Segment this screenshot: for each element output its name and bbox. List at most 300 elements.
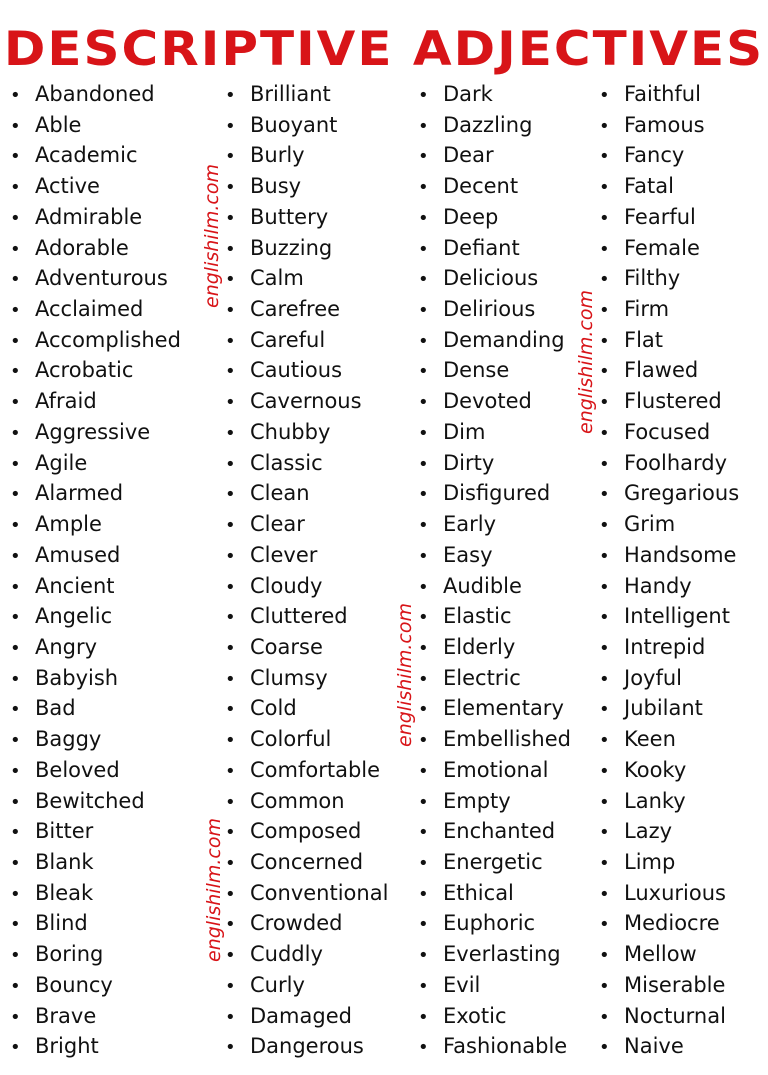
bullet-icon: • bbox=[599, 453, 610, 475]
word-label: Focused bbox=[624, 419, 711, 444]
list-item bbox=[10, 325, 181, 356]
list-item bbox=[10, 632, 181, 663]
bullet-icon: • bbox=[599, 422, 610, 444]
bullet-icon: • bbox=[10, 1037, 21, 1059]
list-item bbox=[599, 509, 739, 540]
list-item bbox=[225, 171, 388, 202]
bullet-icon: • bbox=[599, 330, 610, 352]
bullet-icon: • bbox=[225, 484, 236, 506]
bullet-icon: • bbox=[418, 392, 429, 414]
word-column-4 bbox=[599, 79, 739, 1062]
list-item bbox=[10, 79, 181, 110]
word-label: Ethical bbox=[443, 880, 514, 905]
bullet-icon: • bbox=[225, 791, 236, 813]
list-item bbox=[418, 724, 571, 755]
bullet-icon: • bbox=[225, 453, 236, 475]
word-label: Mediocre bbox=[624, 911, 720, 936]
watermark: englishilm.com bbox=[201, 164, 223, 308]
word-label: Busy bbox=[250, 174, 302, 199]
bullet-icon: • bbox=[418, 115, 429, 137]
list-item bbox=[599, 1031, 739, 1062]
list-item bbox=[599, 417, 739, 448]
bullet-icon: • bbox=[225, 146, 236, 168]
word-label: Academic bbox=[35, 143, 138, 168]
word-label: Miserable bbox=[624, 972, 726, 997]
bullet-icon: • bbox=[10, 576, 21, 598]
page-title: DESCRIPTIVE ADJECTIVES bbox=[3, 21, 765, 77]
list-item bbox=[10, 939, 181, 970]
word-label: Clear bbox=[250, 512, 305, 537]
bullet-icon: • bbox=[599, 269, 610, 291]
list-item bbox=[599, 939, 739, 970]
bullet-icon: • bbox=[599, 914, 610, 936]
list-item bbox=[418, 202, 571, 233]
word-label: Cluttered bbox=[250, 604, 348, 629]
word-label: Audible bbox=[443, 573, 522, 598]
list-item bbox=[599, 571, 739, 602]
list-item bbox=[599, 294, 739, 325]
word-label: Able bbox=[35, 112, 82, 137]
bullet-icon: • bbox=[225, 852, 236, 874]
word-label: Angelic bbox=[35, 604, 113, 629]
bullet-icon: • bbox=[10, 361, 21, 383]
list-item bbox=[599, 171, 739, 202]
word-label: Comfortable bbox=[250, 757, 381, 782]
word-label: Baggy bbox=[35, 727, 102, 752]
list-item bbox=[418, 294, 571, 325]
list-item bbox=[599, 110, 739, 141]
word-label: Elderly bbox=[443, 634, 516, 659]
list-item bbox=[599, 878, 739, 909]
bullet-icon: • bbox=[418, 545, 429, 567]
list-item bbox=[225, 663, 388, 694]
list-item bbox=[10, 1001, 181, 1032]
list-item bbox=[10, 233, 181, 264]
word-label: Limp bbox=[624, 849, 676, 874]
list-item bbox=[225, 355, 388, 386]
bullet-icon: • bbox=[599, 730, 610, 752]
watermark: englishilm.com bbox=[575, 290, 597, 434]
bullet-icon: • bbox=[599, 545, 610, 567]
word-label: Abandoned bbox=[35, 82, 155, 106]
word-label: Colorful bbox=[250, 727, 332, 752]
bullet-icon: • bbox=[10, 668, 21, 690]
bullet-icon: • bbox=[225, 945, 236, 967]
bullet-icon: • bbox=[225, 637, 236, 659]
list-item bbox=[418, 601, 571, 632]
word-label: Bewitched bbox=[35, 788, 145, 813]
bullet-icon: • bbox=[225, 668, 236, 690]
word-label: Cavernous bbox=[250, 389, 362, 414]
list-item bbox=[225, 263, 388, 294]
bullet-icon: • bbox=[225, 238, 236, 260]
bullet-icon: • bbox=[418, 975, 429, 997]
list-item bbox=[10, 724, 181, 755]
word-label: Deep bbox=[443, 204, 499, 229]
word-label: Disfigured bbox=[443, 481, 551, 506]
list-item bbox=[225, 110, 388, 141]
word-label: Firm bbox=[624, 297, 670, 322]
list-item bbox=[10, 663, 181, 694]
list-item bbox=[10, 540, 181, 571]
word-label: Crowded bbox=[250, 911, 343, 936]
list-item bbox=[418, 79, 571, 110]
word-label: Buttery bbox=[250, 204, 329, 229]
word-label: Everlasting bbox=[443, 942, 561, 967]
bullet-icon: • bbox=[418, 361, 429, 383]
bullet-icon: • bbox=[599, 945, 610, 967]
bullet-icon: • bbox=[418, 883, 429, 905]
word-label: Bitter bbox=[35, 819, 94, 844]
bullet-icon: • bbox=[599, 238, 610, 260]
list-item bbox=[10, 202, 181, 233]
bullet-icon: • bbox=[225, 269, 236, 291]
bullet-icon: • bbox=[225, 422, 236, 444]
word-label: Delirious bbox=[443, 297, 536, 322]
bullet-icon: • bbox=[10, 945, 21, 967]
word-label: Lazy bbox=[624, 819, 673, 844]
bullet-icon: • bbox=[418, 515, 429, 537]
list-item bbox=[599, 1001, 739, 1032]
bullet-icon: • bbox=[225, 392, 236, 414]
word-label: Emotional bbox=[443, 757, 549, 782]
bullet-icon: • bbox=[599, 515, 610, 537]
list-item bbox=[10, 386, 181, 417]
list-item bbox=[10, 786, 181, 817]
word-label: Brave bbox=[35, 1003, 97, 1028]
list-item bbox=[599, 233, 739, 264]
bullet-icon: • bbox=[10, 791, 21, 813]
word-label: Dirty bbox=[443, 450, 495, 475]
list-item bbox=[10, 755, 181, 786]
bullet-icon: • bbox=[599, 607, 610, 629]
bullet-icon: • bbox=[418, 576, 429, 598]
bullet-icon: • bbox=[418, 760, 429, 782]
list-item bbox=[10, 448, 181, 479]
word-label: Dim bbox=[443, 419, 486, 444]
word-label: Flawed bbox=[624, 358, 699, 383]
bullet-icon: • bbox=[225, 515, 236, 537]
word-label: Intrepid bbox=[624, 634, 706, 659]
word-label: Dark bbox=[443, 82, 493, 106]
list-item bbox=[599, 263, 739, 294]
watermark: englishilm.com bbox=[394, 603, 416, 747]
list-item bbox=[599, 632, 739, 663]
word-label: Active bbox=[35, 174, 100, 199]
word-label: Intelligent bbox=[624, 604, 730, 629]
list-item bbox=[10, 693, 181, 724]
word-label: Handsome bbox=[624, 542, 737, 567]
list-item bbox=[10, 294, 181, 325]
list-item bbox=[225, 233, 388, 264]
word-label: Early bbox=[443, 512, 497, 537]
word-label: Bouncy bbox=[35, 972, 113, 997]
bullet-icon: • bbox=[10, 484, 21, 506]
list-item bbox=[418, 171, 571, 202]
word-label: Clever bbox=[250, 542, 318, 567]
word-label: Blind bbox=[35, 911, 88, 936]
bullet-icon: • bbox=[10, 607, 21, 629]
word-label: Faithful bbox=[624, 82, 701, 106]
bullet-icon: • bbox=[418, 822, 429, 844]
list-item bbox=[10, 571, 181, 602]
word-label: Decent bbox=[443, 174, 519, 199]
bullet-icon: • bbox=[418, 699, 429, 721]
word-label: Exotic bbox=[443, 1003, 507, 1028]
word-label: Adorable bbox=[35, 235, 129, 260]
list-item bbox=[10, 878, 181, 909]
word-label: Demanding bbox=[443, 327, 565, 352]
list-item bbox=[10, 816, 181, 847]
list-item bbox=[225, 755, 388, 786]
word-label: Handy bbox=[624, 573, 692, 598]
word-label: Foolhardy bbox=[624, 450, 728, 475]
bullet-icon: • bbox=[599, 300, 610, 322]
list-item bbox=[418, 1031, 571, 1062]
bullet-icon: • bbox=[225, 1006, 236, 1028]
bullet-icon: • bbox=[418, 453, 429, 475]
list-item bbox=[10, 355, 181, 386]
bullet-icon: • bbox=[418, 1037, 429, 1059]
word-label: Jubilant bbox=[624, 696, 703, 721]
word-label: Acclaimed bbox=[35, 297, 144, 322]
list-item bbox=[418, 908, 571, 939]
word-label: Grim bbox=[624, 512, 676, 537]
list-item bbox=[418, 816, 571, 847]
bullet-icon: • bbox=[418, 945, 429, 967]
word-label: Alarmed bbox=[35, 481, 124, 506]
list-item bbox=[225, 847, 388, 878]
list-item bbox=[418, 878, 571, 909]
word-label: Famous bbox=[624, 112, 705, 137]
bullet-icon: • bbox=[418, 607, 429, 629]
word-label: Curly bbox=[250, 972, 305, 997]
list-item bbox=[599, 601, 739, 632]
bullet-icon: • bbox=[10, 852, 21, 874]
list-item bbox=[225, 417, 388, 448]
list-item bbox=[10, 970, 181, 1001]
word-label: Elastic bbox=[443, 604, 512, 629]
list-item bbox=[225, 1031, 388, 1062]
word-label: Agile bbox=[35, 450, 88, 475]
bullet-icon: • bbox=[10, 146, 21, 168]
word-label: Conventional bbox=[250, 880, 389, 905]
list-item bbox=[225, 478, 388, 509]
list-item bbox=[10, 601, 181, 632]
word-label: Flat bbox=[624, 327, 664, 352]
word-label: Gregarious bbox=[624, 481, 740, 506]
bullet-icon: • bbox=[418, 207, 429, 229]
list-item bbox=[10, 417, 181, 448]
bullet-icon: • bbox=[599, 883, 610, 905]
word-label: Calm bbox=[250, 266, 304, 291]
bullet-icon: • bbox=[599, 484, 610, 506]
list-item bbox=[225, 878, 388, 909]
word-label: Female bbox=[624, 235, 700, 260]
list-item bbox=[418, 110, 571, 141]
word-label: Accomplished bbox=[35, 327, 181, 352]
word-column-3 bbox=[418, 79, 571, 1062]
bullet-icon: • bbox=[599, 852, 610, 874]
list-item bbox=[599, 202, 739, 233]
list-item bbox=[225, 816, 388, 847]
list-item bbox=[225, 970, 388, 1001]
word-label: Enchanted bbox=[443, 819, 556, 844]
word-label: Flustered bbox=[624, 389, 722, 414]
word-label: Lanky bbox=[624, 788, 686, 813]
list-item bbox=[225, 294, 388, 325]
bullet-icon: • bbox=[10, 822, 21, 844]
list-item bbox=[10, 847, 181, 878]
word-label: Classic bbox=[250, 450, 323, 475]
word-label: Dangerous bbox=[250, 1034, 364, 1059]
word-label: Cautious bbox=[250, 358, 343, 383]
bullet-icon: • bbox=[418, 177, 429, 199]
list-item bbox=[599, 724, 739, 755]
list-item bbox=[599, 448, 739, 479]
word-label: Electric bbox=[443, 665, 521, 690]
bullet-icon: • bbox=[10, 207, 21, 229]
word-label: Elementary bbox=[443, 696, 564, 721]
word-label: Fatal bbox=[624, 174, 674, 199]
list-item bbox=[225, 79, 388, 110]
list-item bbox=[418, 970, 571, 1001]
bullet-icon: • bbox=[418, 238, 429, 260]
word-label: Dear bbox=[443, 143, 494, 168]
bullet-icon: • bbox=[599, 791, 610, 813]
list-item bbox=[225, 632, 388, 663]
list-item bbox=[225, 202, 388, 233]
bullet-icon: • bbox=[225, 914, 236, 936]
bullet-icon: • bbox=[599, 1037, 610, 1059]
word-label: Cuddly bbox=[250, 942, 323, 967]
list-item bbox=[225, 724, 388, 755]
list-item bbox=[418, 786, 571, 817]
bullet-icon: • bbox=[225, 730, 236, 752]
bullet-icon: • bbox=[10, 238, 21, 260]
list-item bbox=[10, 263, 181, 294]
word-label: Fashionable bbox=[443, 1034, 568, 1059]
bullet-icon: • bbox=[10, 392, 21, 414]
bullet-icon: • bbox=[599, 85, 610, 106]
word-label: Luxurious bbox=[624, 880, 726, 905]
list-item bbox=[418, 755, 571, 786]
word-label: Carefree bbox=[250, 297, 341, 322]
bullet-icon: • bbox=[10, 85, 21, 106]
word-label: Beloved bbox=[35, 757, 120, 782]
list-item bbox=[599, 540, 739, 571]
list-item bbox=[225, 448, 388, 479]
word-label: Bad bbox=[35, 696, 76, 721]
bullet-icon: • bbox=[10, 269, 21, 291]
list-item bbox=[418, 663, 571, 694]
bullet-icon: • bbox=[225, 177, 236, 199]
bullet-icon: • bbox=[599, 822, 610, 844]
list-item bbox=[225, 571, 388, 602]
bullet-icon: • bbox=[225, 85, 236, 106]
bullet-icon: • bbox=[599, 361, 610, 383]
word-label: Damaged bbox=[250, 1003, 352, 1028]
bullet-icon: • bbox=[10, 422, 21, 444]
list-item bbox=[599, 355, 739, 386]
bullet-icon: • bbox=[599, 760, 610, 782]
list-item bbox=[418, 571, 571, 602]
word-label: Clumsy bbox=[250, 665, 328, 690]
list-item bbox=[225, 140, 388, 171]
word-label: Filthy bbox=[624, 266, 681, 291]
list-item bbox=[10, 478, 181, 509]
word-label: Empty bbox=[443, 788, 511, 813]
bullet-icon: • bbox=[10, 115, 21, 137]
bullet-icon: • bbox=[418, 637, 429, 659]
list-item bbox=[418, 693, 571, 724]
bullet-icon: • bbox=[599, 115, 610, 137]
bullet-icon: • bbox=[10, 300, 21, 322]
bullet-icon: • bbox=[599, 146, 610, 168]
watermark: englishilm.com bbox=[203, 818, 225, 962]
word-column-1 bbox=[10, 79, 181, 1062]
list-item bbox=[10, 171, 181, 202]
list-item bbox=[599, 847, 739, 878]
bullet-icon: • bbox=[10, 637, 21, 659]
bullet-icon: • bbox=[418, 330, 429, 352]
word-label: Keen bbox=[624, 727, 676, 752]
bullet-icon: • bbox=[418, 730, 429, 752]
word-label: Amused bbox=[35, 542, 121, 567]
bullet-icon: • bbox=[225, 760, 236, 782]
list-item bbox=[418, 632, 571, 663]
word-label: Naive bbox=[624, 1034, 684, 1059]
list-item bbox=[599, 140, 739, 171]
bullet-icon: • bbox=[225, 883, 236, 905]
list-item bbox=[599, 478, 739, 509]
word-label: Babyish bbox=[35, 665, 119, 690]
list-item bbox=[10, 509, 181, 540]
bullet-icon: • bbox=[418, 914, 429, 936]
word-label: Ample bbox=[35, 512, 102, 537]
word-column-2 bbox=[225, 79, 388, 1062]
list-item bbox=[599, 755, 739, 786]
word-label: Energetic bbox=[443, 849, 543, 874]
word-label: Mellow bbox=[624, 942, 697, 967]
bullet-icon: • bbox=[10, 515, 21, 537]
list-item bbox=[599, 908, 739, 939]
list-item bbox=[10, 140, 181, 171]
bullet-icon: • bbox=[225, 822, 236, 844]
word-label: Nocturnal bbox=[624, 1003, 726, 1028]
word-label: Joyful bbox=[624, 665, 683, 690]
word-label: Common bbox=[250, 788, 345, 813]
word-label: Boring bbox=[35, 942, 104, 967]
word-label: Embellished bbox=[443, 727, 571, 752]
list-item bbox=[225, 325, 388, 356]
word-label: Euphoric bbox=[443, 911, 536, 936]
list-item bbox=[599, 79, 739, 110]
list-item bbox=[225, 939, 388, 970]
word-label: Bleak bbox=[35, 880, 94, 905]
list-item bbox=[418, 263, 571, 294]
list-item bbox=[599, 386, 739, 417]
list-item bbox=[599, 663, 739, 694]
word-label: Angry bbox=[35, 634, 98, 659]
bullet-icon: • bbox=[225, 115, 236, 137]
list-item bbox=[418, 1001, 571, 1032]
list-item bbox=[418, 417, 571, 448]
word-label: Kooky bbox=[624, 757, 687, 782]
bullet-icon: • bbox=[418, 668, 429, 690]
word-label: Composed bbox=[250, 819, 362, 844]
bullet-icon: • bbox=[225, 545, 236, 567]
